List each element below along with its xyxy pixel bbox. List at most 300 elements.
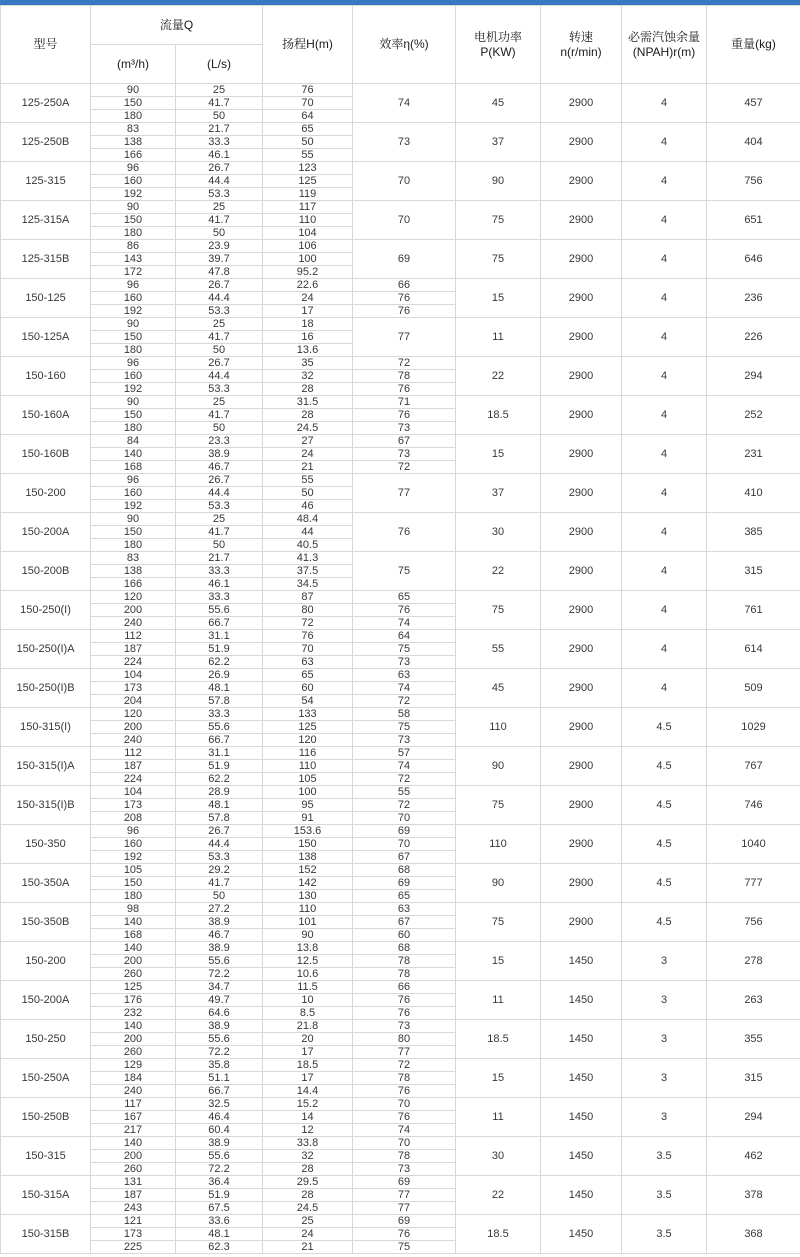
- flow-ls-cell: 25: [176, 318, 263, 331]
- head-cell: 153.6: [263, 825, 353, 838]
- header-weight: 重量(kg): [707, 6, 800, 84]
- npsh-cell: 4.5: [622, 864, 707, 903]
- flow-m3h-cell: 225: [91, 1241, 176, 1254]
- speed-cell: 2900: [541, 201, 622, 240]
- flow-ls-cell: 41.7: [176, 331, 263, 344]
- npsh-cell: 4: [622, 84, 707, 123]
- power-cell: 90: [456, 747, 541, 786]
- speed-cell: 2900: [541, 591, 622, 630]
- flow-ls-cell: 36.4: [176, 1176, 263, 1189]
- efficiency-cell: 73: [353, 123, 456, 162]
- flow-ls-cell: 27.2: [176, 903, 263, 916]
- speed-cell: 1450: [541, 1137, 622, 1176]
- head-cell: 63: [263, 656, 353, 669]
- power-cell: 30: [456, 513, 541, 552]
- head-cell: 95.2: [263, 266, 353, 279]
- head-cell: 24: [263, 292, 353, 305]
- flow-ls-cell: 21.7: [176, 123, 263, 136]
- model-cell: 125-250A: [1, 84, 91, 123]
- flow-m3h-cell: 200: [91, 1150, 176, 1163]
- efficiency-cell: 76: [353, 383, 456, 396]
- head-cell: 24: [263, 448, 353, 461]
- flow-m3h-cell: 121: [91, 1215, 176, 1228]
- flow-m3h-cell: 192: [91, 851, 176, 864]
- table-row: [1, 1098, 800, 1111]
- power-cell: 90: [456, 864, 541, 903]
- flow-ls-cell: 44.4: [176, 292, 263, 305]
- flow-m3h-cell: 208: [91, 812, 176, 825]
- flow-ls-cell: 55.6: [176, 721, 263, 734]
- efficiency-cell: 76: [353, 1085, 456, 1098]
- flow-ls-cell: 49.7: [176, 994, 263, 1007]
- flow-m3h-cell: 83: [91, 123, 176, 136]
- head-cell: 29.5: [263, 1176, 353, 1189]
- speed-cell: 2900: [541, 279, 622, 318]
- efficiency-cell: 78: [353, 1150, 456, 1163]
- head-cell: 106: [263, 240, 353, 253]
- table-row: [1, 396, 800, 409]
- head-cell: 72: [263, 617, 353, 630]
- weight-cell: 777: [707, 864, 800, 903]
- efficiency-cell: 76: [353, 1007, 456, 1020]
- speed-cell: 2900: [541, 240, 622, 279]
- table-row: [1, 318, 800, 331]
- power-cell: 15: [456, 279, 541, 318]
- flow-m3h-cell: 98: [91, 903, 176, 916]
- flow-ls-cell: 41.7: [176, 526, 263, 539]
- flow-ls-cell: 50: [176, 227, 263, 240]
- weight-cell: 651: [707, 201, 800, 240]
- flow-ls-cell: 46.7: [176, 461, 263, 474]
- speed-cell: 2900: [541, 669, 622, 708]
- head-cell: 76: [263, 630, 353, 643]
- flow-ls-cell: 38.9: [176, 916, 263, 929]
- efficiency-cell: 77: [353, 1202, 456, 1215]
- speed-cell: 2900: [541, 903, 622, 942]
- model-cell: 150-200: [1, 474, 91, 513]
- npsh-cell: 4.5: [622, 747, 707, 786]
- table-row: [1, 669, 800, 682]
- flow-ls-cell: 23.9: [176, 240, 263, 253]
- efficiency-cell: 72: [353, 773, 456, 786]
- efficiency-cell: 77: [353, 1189, 456, 1202]
- flow-m3h-cell: 240: [91, 617, 176, 630]
- model-cell: 150-315A: [1, 1176, 91, 1215]
- flow-ls-cell: 26.7: [176, 279, 263, 292]
- head-cell: 22.6: [263, 279, 353, 292]
- npsh-cell: 4.5: [622, 708, 707, 747]
- weight-cell: 315: [707, 1059, 800, 1098]
- head-cell: 50: [263, 136, 353, 149]
- header-head: 扬程H(m): [263, 6, 353, 84]
- header-flow-ls: (L/s): [176, 45, 263, 84]
- flow-m3h-cell: 129: [91, 1059, 176, 1072]
- flow-ls-cell: 51.1: [176, 1072, 263, 1085]
- head-cell: 34.5: [263, 578, 353, 591]
- weight-cell: 226: [707, 318, 800, 357]
- weight-cell: 368: [707, 1215, 800, 1254]
- head-cell: 24: [263, 1228, 353, 1241]
- head-cell: 80: [263, 604, 353, 617]
- power-cell: 18.5: [456, 1215, 541, 1254]
- efficiency-cell: 69: [353, 825, 456, 838]
- table-row: [1, 279, 800, 292]
- efficiency-cell: 72: [353, 799, 456, 812]
- model-cell: 150-315(I)B: [1, 786, 91, 825]
- head-cell: 110: [263, 903, 353, 916]
- efficiency-cell: 58: [353, 708, 456, 721]
- model-cell: 150-315(I)A: [1, 747, 91, 786]
- table-row: [1, 786, 800, 799]
- flow-ls-cell: 33.3: [176, 708, 263, 721]
- table-row: [1, 123, 800, 136]
- pump-spec-table: [0, 5, 800, 1254]
- flow-ls-cell: 64.6: [176, 1007, 263, 1020]
- head-cell: 117: [263, 201, 353, 214]
- flow-ls-cell: 33.3: [176, 565, 263, 578]
- flow-m3h-cell: 105: [91, 864, 176, 877]
- flow-m3h-cell: 143: [91, 253, 176, 266]
- flow-m3h-cell: 150: [91, 409, 176, 422]
- head-cell: 20: [263, 1033, 353, 1046]
- head-cell: 8.5: [263, 1007, 353, 1020]
- flow-m3h-cell: 120: [91, 708, 176, 721]
- flow-m3h-cell: 260: [91, 1046, 176, 1059]
- flow-ls-cell: 48.1: [176, 799, 263, 812]
- flow-m3h-cell: 160: [91, 487, 176, 500]
- head-cell: 55: [263, 149, 353, 162]
- efficiency-cell: 76: [353, 1111, 456, 1124]
- speed-cell: 1450: [541, 1059, 622, 1098]
- flow-m3h-cell: 96: [91, 474, 176, 487]
- efficiency-cell: 72: [353, 461, 456, 474]
- head-cell: 110: [263, 214, 353, 227]
- speed-cell: 2900: [541, 708, 622, 747]
- flow-m3h-cell: 172: [91, 266, 176, 279]
- weight-cell: 614: [707, 630, 800, 669]
- efficiency-cell: 68: [353, 942, 456, 955]
- head-cell: 100: [263, 253, 353, 266]
- head-cell: 48.4: [263, 513, 353, 526]
- weight-cell: 746: [707, 786, 800, 825]
- flow-ls-cell: 50: [176, 539, 263, 552]
- efficiency-cell: 74: [353, 84, 456, 123]
- flow-m3h-cell: 96: [91, 162, 176, 175]
- speed-cell: 2900: [541, 357, 622, 396]
- header-power-line1: 电机功率: [473, 29, 522, 44]
- efficiency-cell: 67: [353, 916, 456, 929]
- flow-ls-cell: 38.9: [176, 1020, 263, 1033]
- pump-table-body: [1, 84, 800, 1254]
- model-cell: 150-200: [1, 942, 91, 981]
- flow-m3h-cell: 125: [91, 981, 176, 994]
- table-row: [1, 747, 800, 760]
- head-cell: 31.5: [263, 396, 353, 409]
- flow-ls-cell: 62.2: [176, 773, 263, 786]
- head-cell: 17: [263, 1072, 353, 1085]
- weight-cell: 355: [707, 1020, 800, 1059]
- flow-m3h-cell: 180: [91, 344, 176, 357]
- efficiency-cell: 70: [353, 201, 456, 240]
- weight-cell: 1040: [707, 825, 800, 864]
- flow-m3h-cell: 150: [91, 331, 176, 344]
- npsh-cell: 4: [622, 279, 707, 318]
- head-cell: 46: [263, 500, 353, 513]
- head-cell: 28: [263, 383, 353, 396]
- weight-cell: 756: [707, 162, 800, 201]
- speed-cell: 1450: [541, 1098, 622, 1137]
- head-cell: 95: [263, 799, 353, 812]
- flow-m3h-cell: 200: [91, 721, 176, 734]
- flow-ls-cell: 57.8: [176, 812, 263, 825]
- flow-ls-cell: 48.1: [176, 1228, 263, 1241]
- power-cell: 110: [456, 825, 541, 864]
- efficiency-cell: 76: [353, 994, 456, 1007]
- speed-cell: 2900: [541, 84, 622, 123]
- model-cell: 125-250B: [1, 123, 91, 162]
- flow-m3h-cell: 192: [91, 383, 176, 396]
- efficiency-cell: 78: [353, 370, 456, 383]
- flow-ls-cell: 60.4: [176, 1124, 263, 1137]
- speed-cell: 1450: [541, 1215, 622, 1254]
- model-cell: 150-350B: [1, 903, 91, 942]
- flow-m3h-cell: 96: [91, 279, 176, 292]
- power-cell: 30: [456, 1137, 541, 1176]
- efficiency-cell: 65: [353, 890, 456, 903]
- head-cell: 152: [263, 864, 353, 877]
- flow-ls-cell: 29.2: [176, 864, 263, 877]
- model-cell: 150-250: [1, 1020, 91, 1059]
- table-row: [1, 84, 800, 97]
- flow-m3h-cell: 90: [91, 513, 176, 526]
- power-cell: 75: [456, 591, 541, 630]
- model-cell: 150-250(I)B: [1, 669, 91, 708]
- head-cell: 125: [263, 721, 353, 734]
- efficiency-cell: 73: [353, 734, 456, 747]
- model-cell: 150-250B: [1, 1098, 91, 1137]
- table-row: [1, 1137, 800, 1150]
- flow-ls-cell: 46.4: [176, 1111, 263, 1124]
- flow-m3h-cell: 166: [91, 578, 176, 591]
- flow-ls-cell: 72.2: [176, 1163, 263, 1176]
- head-cell: 64: [263, 110, 353, 123]
- flow-m3h-cell: 184: [91, 1072, 176, 1085]
- head-cell: 70: [263, 97, 353, 110]
- speed-cell: 2900: [541, 513, 622, 552]
- efficiency-cell: 70: [353, 162, 456, 201]
- flow-ls-cell: 50: [176, 890, 263, 903]
- npsh-cell: 4: [622, 201, 707, 240]
- efficiency-cell: 70: [353, 1137, 456, 1150]
- weight-cell: 294: [707, 1098, 800, 1137]
- flow-ls-cell: 38.9: [176, 448, 263, 461]
- efficiency-cell: 66: [353, 279, 456, 292]
- flow-ls-cell: 51.9: [176, 1189, 263, 1202]
- head-cell: 87: [263, 591, 353, 604]
- npsh-cell: 4: [622, 123, 707, 162]
- flow-ls-cell: 51.9: [176, 760, 263, 773]
- efficiency-cell: 70: [353, 812, 456, 825]
- npsh-cell: 4: [622, 630, 707, 669]
- flow-ls-cell: 66.7: [176, 1085, 263, 1098]
- model-cell: 150-315B: [1, 1215, 91, 1254]
- model-cell: 150-250(I): [1, 591, 91, 630]
- flow-m3h-cell: 120: [91, 591, 176, 604]
- table-row: [1, 630, 800, 643]
- weight-cell: 462: [707, 1137, 800, 1176]
- efficiency-cell: 75: [353, 643, 456, 656]
- model-cell: 150-160A: [1, 396, 91, 435]
- efficiency-cell: 78: [353, 955, 456, 968]
- flow-ls-cell: 31.1: [176, 630, 263, 643]
- head-cell: 11.5: [263, 981, 353, 994]
- head-cell: 10.6: [263, 968, 353, 981]
- npsh-cell: 3: [622, 1059, 707, 1098]
- model-cell: 125-315: [1, 162, 91, 201]
- flow-m3h-cell: 160: [91, 175, 176, 188]
- head-cell: 123: [263, 162, 353, 175]
- efficiency-cell: 76: [353, 604, 456, 617]
- flow-m3h-cell: 167: [91, 1111, 176, 1124]
- efficiency-cell: 73: [353, 422, 456, 435]
- power-cell: 18.5: [456, 396, 541, 435]
- flow-m3h-cell: 117: [91, 1098, 176, 1111]
- speed-cell: 2900: [541, 318, 622, 357]
- flow-ls-cell: 50: [176, 344, 263, 357]
- npsh-cell: 4.5: [622, 903, 707, 942]
- flow-ls-cell: 44.4: [176, 487, 263, 500]
- head-cell: 12.5: [263, 955, 353, 968]
- model-cell: 150-315: [1, 1137, 91, 1176]
- npsh-cell: 4: [622, 240, 707, 279]
- efficiency-cell: 72: [353, 1059, 456, 1072]
- npsh-cell: 3: [622, 1020, 707, 1059]
- header-flow: 流量Q: [91, 6, 263, 45]
- table-row: [1, 162, 800, 175]
- power-cell: 15: [456, 1059, 541, 1098]
- efficiency-cell: 69: [353, 877, 456, 890]
- efficiency-cell: 60: [353, 929, 456, 942]
- npsh-cell: 4: [622, 435, 707, 474]
- weight-cell: 646: [707, 240, 800, 279]
- head-cell: 28: [263, 1163, 353, 1176]
- speed-cell: 1450: [541, 1176, 622, 1215]
- weight-cell: 378: [707, 1176, 800, 1215]
- weight-cell: 236: [707, 279, 800, 318]
- efficiency-cell: 73: [353, 1163, 456, 1176]
- flow-ls-cell: 44.4: [176, 370, 263, 383]
- flow-m3h-cell: 173: [91, 799, 176, 812]
- table-row: [1, 474, 800, 487]
- power-cell: 75: [456, 201, 541, 240]
- npsh-cell: 4: [622, 162, 707, 201]
- flow-m3h-cell: 140: [91, 1020, 176, 1033]
- model-cell: 150-200A: [1, 981, 91, 1020]
- efficiency-cell: 73: [353, 448, 456, 461]
- flow-m3h-cell: 104: [91, 786, 176, 799]
- header-power: [456, 6, 541, 84]
- efficiency-cell: 70: [353, 838, 456, 851]
- efficiency-cell: 76: [353, 292, 456, 305]
- head-cell: 110: [263, 760, 353, 773]
- head-cell: 90: [263, 929, 353, 942]
- flow-ls-cell: 48.1: [176, 682, 263, 695]
- efficiency-cell: 74: [353, 617, 456, 630]
- flow-ls-cell: 38.9: [176, 1137, 263, 1150]
- speed-cell: 2900: [541, 747, 622, 786]
- flow-ls-cell: 55.6: [176, 1150, 263, 1163]
- power-cell: 11: [456, 1098, 541, 1137]
- flow-ls-cell: 51.9: [176, 643, 263, 656]
- weight-cell: 294: [707, 357, 800, 396]
- efficiency-cell: 72: [353, 695, 456, 708]
- efficiency-cell: 72: [353, 357, 456, 370]
- speed-cell: 2900: [541, 630, 622, 669]
- flow-ls-cell: 55.6: [176, 604, 263, 617]
- head-cell: 13.8: [263, 942, 353, 955]
- speed-cell: 2900: [541, 123, 622, 162]
- flow-m3h-cell: 200: [91, 1033, 176, 1046]
- head-cell: 25: [263, 1215, 353, 1228]
- power-cell: 22: [456, 552, 541, 591]
- model-cell: 150-200B: [1, 552, 91, 591]
- power-cell: 110: [456, 708, 541, 747]
- npsh-cell: 4: [622, 669, 707, 708]
- flow-m3h-cell: 260: [91, 1163, 176, 1176]
- model-cell: 150-350: [1, 825, 91, 864]
- model-cell: 150-250A: [1, 1059, 91, 1098]
- power-cell: 37: [456, 474, 541, 513]
- flow-ls-cell: 53.3: [176, 305, 263, 318]
- head-cell: 76: [263, 84, 353, 97]
- table-row: [1, 1215, 800, 1228]
- head-cell: 120: [263, 734, 353, 747]
- header-speed: [541, 6, 622, 84]
- flow-ls-cell: 41.7: [176, 97, 263, 110]
- head-cell: 55: [263, 474, 353, 487]
- efficiency-cell: 75: [353, 1241, 456, 1254]
- weight-cell: 252: [707, 396, 800, 435]
- table-row: [1, 201, 800, 214]
- weight-cell: 767: [707, 747, 800, 786]
- flow-m3h-cell: 140: [91, 916, 176, 929]
- table-row: [1, 981, 800, 994]
- flow-ls-cell: 66.7: [176, 617, 263, 630]
- npsh-cell: 3: [622, 1098, 707, 1137]
- flow-m3h-cell: 173: [91, 682, 176, 695]
- flow-m3h-cell: 180: [91, 539, 176, 552]
- head-cell: 24.5: [263, 1202, 353, 1215]
- flow-m3h-cell: 176: [91, 994, 176, 1007]
- flow-ls-cell: 72.2: [176, 968, 263, 981]
- weight-cell: 315: [707, 552, 800, 591]
- power-cell: 55: [456, 630, 541, 669]
- head-cell: 35: [263, 357, 353, 370]
- model-cell: 150-315(I): [1, 708, 91, 747]
- model-cell: 150-125: [1, 279, 91, 318]
- head-cell: 100: [263, 786, 353, 799]
- weight-cell: 231: [707, 435, 800, 474]
- speed-cell: 2900: [541, 474, 622, 513]
- speed-cell: 1450: [541, 981, 622, 1020]
- flow-ls-cell: 46.1: [176, 578, 263, 591]
- model-cell: 150-160: [1, 357, 91, 396]
- flow-m3h-cell: 187: [91, 760, 176, 773]
- npsh-cell: 4.5: [622, 786, 707, 825]
- efficiency-cell: 57: [353, 747, 456, 760]
- header-npsh-line1: 必需汽蚀余量: [627, 29, 700, 44]
- head-cell: 32: [263, 1150, 353, 1163]
